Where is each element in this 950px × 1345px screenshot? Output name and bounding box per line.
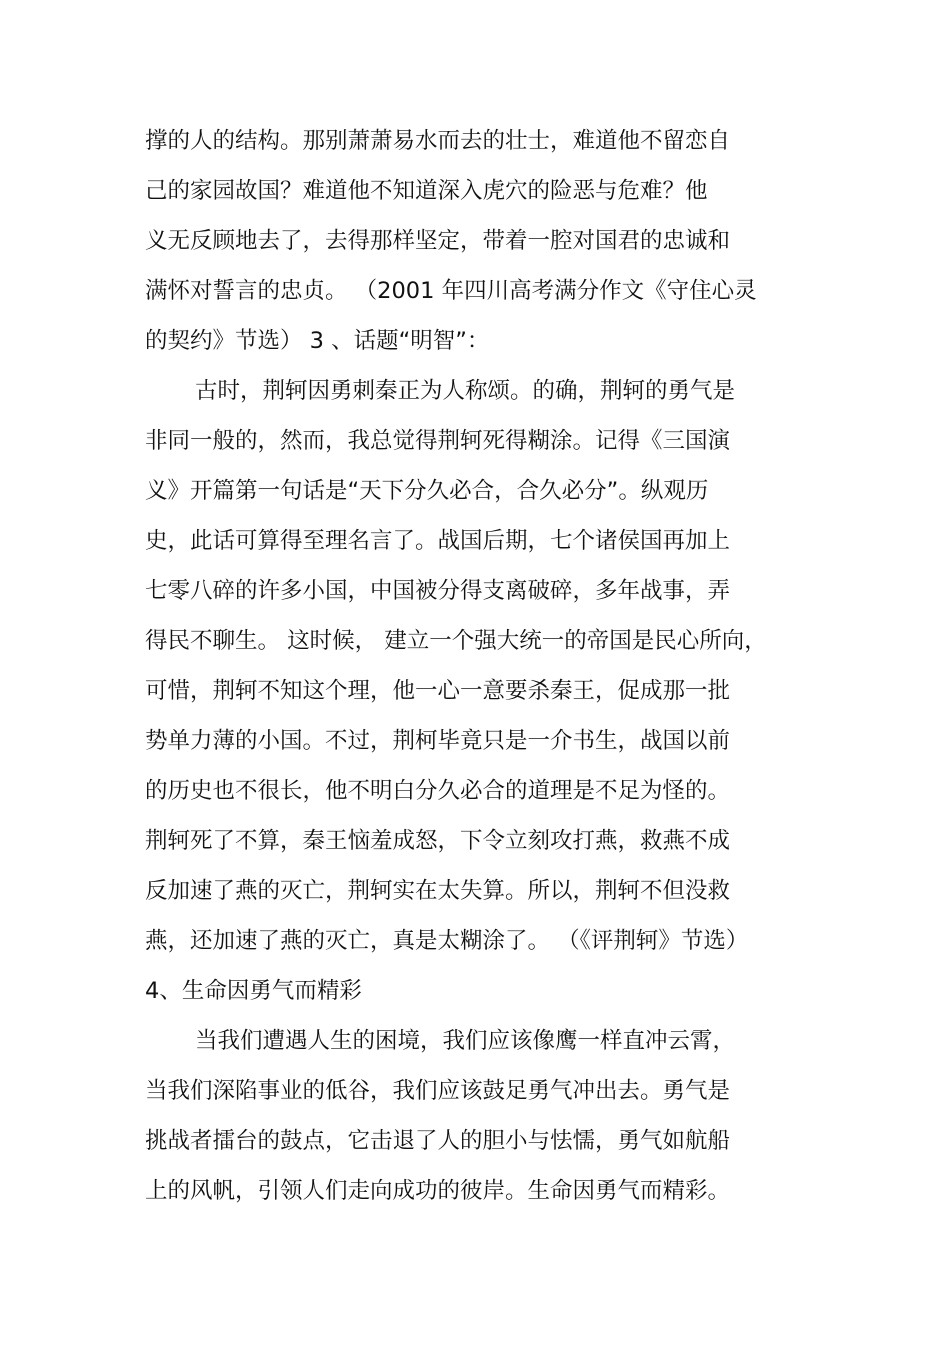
- text-line: 己的家园故国？难道他不知道深入虎穴的险恶与危难？他: [145, 178, 708, 204]
- text-line: 的契约》节选） 3 、话题“明智”：: [145, 328, 490, 354]
- text-line: 可惜，荆轲不知这个理，他一心一意要杀秦王，促成那一批: [145, 678, 731, 704]
- text-line: 七零八碎的许多小国，中国被分得支离破碎，多年战事，弄: [145, 578, 731, 604]
- paragraph-start-line: 当我们遭遇人生的困境，我们应该像鹰一样直冲云霄，: [195, 1028, 736, 1054]
- text-line: 义无反顾地去了，去得那样坚定，带着一腔对国君的忠诚和: [145, 228, 731, 254]
- text-line: 反加速了燕的灭亡，荆轲实在太失算。所以，荆轲不但没救: [145, 878, 731, 904]
- text-line: 非同一般的，然而，我总觉得荆轲死得糊涂。记得《三国演: [145, 428, 731, 454]
- text-line: 撑的人的结构。那别萧萧易水而去的壮士，难道他不留恋自: [145, 128, 731, 154]
- paragraph-start-line: 古时，荆轲因勇刺秦正为人称颂。的确，荆轲的勇气是: [195, 378, 736, 404]
- text-line: 得民不聊生。 这时候， 建立一个强大统一的帝国是民心所向，: [145, 628, 767, 654]
- text-line: 的历史也不很长，他不明白分久必合的道理是不足为怪的。: [145, 778, 731, 804]
- text-line: 上的风帆，引领人们走向成功的彼岸。生命因勇气而精彩。: [145, 1178, 731, 1204]
- text-line: 满怀对誓言的忠贞。 （2001 年四川高考满分作文《守住心灵: [145, 278, 757, 304]
- text-line: 史，此话可算得至理名言了。战国后期，七个诸侯国再加上: [145, 528, 731, 554]
- text-line: 势单力薄的小国。不过，荆柯毕竟只是一介书生，战国以前: [145, 728, 731, 754]
- text-line: 燕，还加速了燕的灭亡，真是太糊涂了。 （《评荆轲》节选）: [145, 928, 749, 954]
- section-heading: 4、生命因勇气而精彩: [145, 978, 362, 1004]
- text-line: 荆轲死了不算，秦王恼羞成怒，下令立刻攻打燕，救燕不成: [145, 828, 731, 854]
- text-line: 当我们深陷事业的低谷，我们应该鼓足勇气冲出去。勇气是: [145, 1078, 731, 1104]
- text-line: 挑战者擂台的鼓点，它击退了人的胆小与怯懦，勇气如航船: [145, 1128, 731, 1154]
- text-line: 义》开篇第一句话是“天下分久必合，合久必分”。纵观历: [145, 478, 709, 504]
